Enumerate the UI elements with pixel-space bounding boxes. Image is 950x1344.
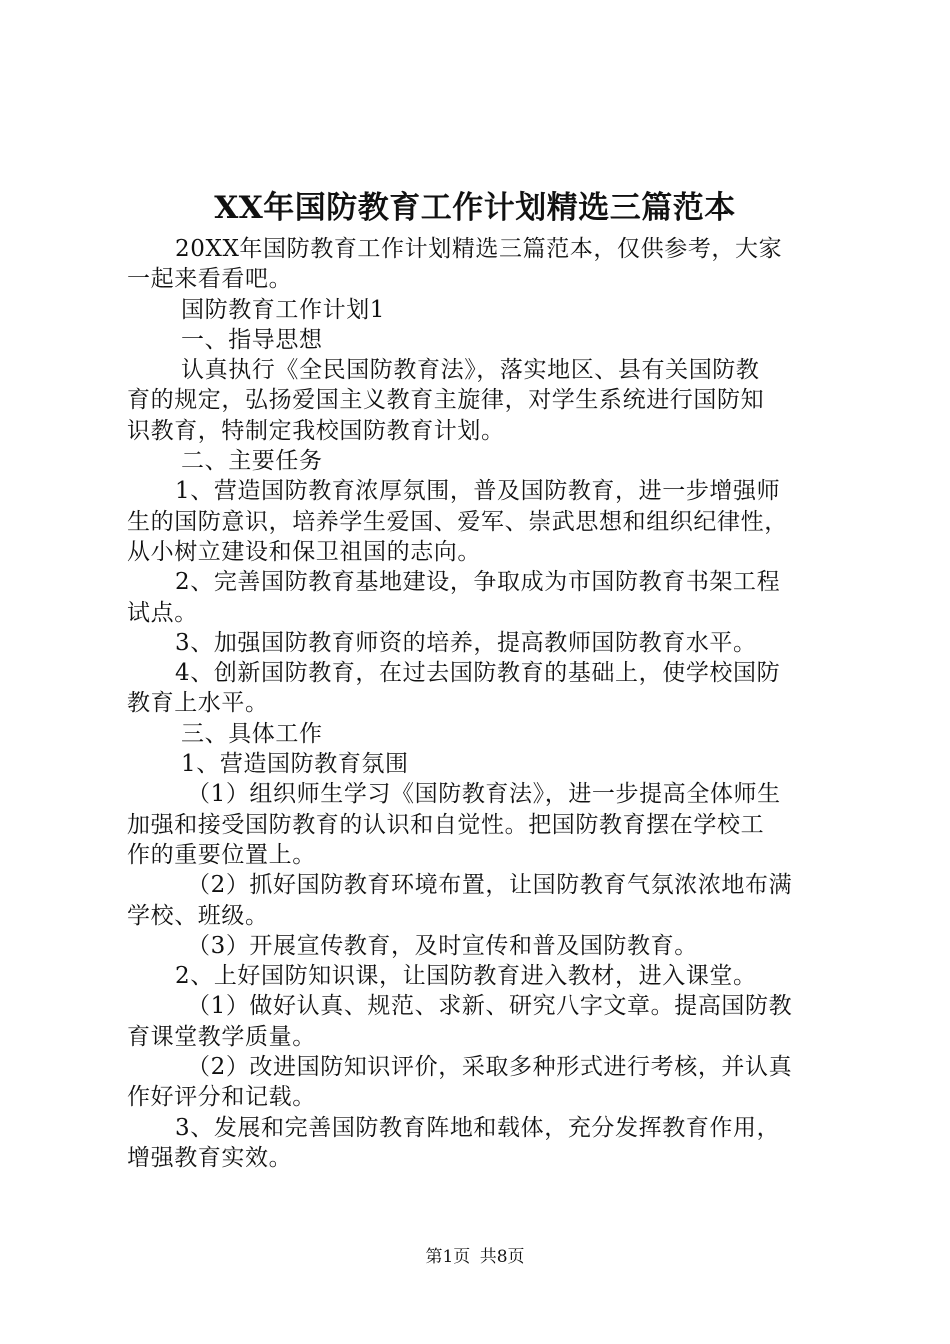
paragraph-line: （2）抓好国防教育环境布置，让国防教育气氛浓浓地布满: [187, 872, 793, 899]
page-total: 共8页: [479, 1247, 525, 1267]
subsection-heading: 2、上好国防知识课，让国防教育进入教材，进入课堂。: [175, 963, 757, 990]
paragraph-line: （3）开展宣传教育，及时宣传和普及国防教育。: [187, 932, 698, 959]
document-title: XX年国防教育工作计划精选三篇范本: [214, 190, 736, 226]
document-body: [127, 234, 837, 1173]
paragraph-line: （1）做好认真、规范、求新、研究八字文章。提高国防教: [187, 993, 793, 1020]
paragraph-line: 育的规定，弘扬爱国主义教育主旋律，对学生系统进行国防知: [127, 387, 765, 414]
paragraph-line: 作的重要位置上。: [127, 841, 316, 868]
paragraph-line: 生的国防意识，培养学生爱国、爱军、崇武思想和组织纪律性，: [127, 508, 788, 535]
paragraph-line: 一起来看看吧。: [127, 266, 293, 293]
paragraph-line: 3、加强国防教育师资的培养，提高教师国防教育水平。: [175, 629, 757, 656]
section-heading: 二、主要任务: [181, 448, 323, 475]
paragraph-line: 试点。: [127, 599, 198, 626]
paragraph-line: 从小树立建设和保卫祖国的志向。: [127, 538, 481, 565]
paragraph-line: （1）组织师生学习《国防教育法》，进一步提高全体师生: [187, 781, 781, 808]
section-heading: 三、具体工作: [181, 720, 323, 747]
paragraph-line: （2）改进国防知识评价，采取多种形式进行考核，并认真: [187, 1054, 793, 1081]
section-heading: 一、指导思想: [181, 326, 323, 353]
paragraph-line: 1、营造国防教育浓厚氛围，普及国防教育，进一步增强师: [175, 478, 781, 505]
page-number: 第1页: [425, 1247, 471, 1267]
page-footer: [0, 1245, 950, 1269]
paragraph-line: 4、创新国防教育，在过去国防教育的基础上，使学校国防: [175, 660, 781, 687]
paragraph-line: 2、完善国防教育基地建设，争取成为市国防教育书架工程: [175, 569, 781, 596]
subsection-heading: 3、发展和完善国防教育阵地和载体，充分发挥教育作用，: [175, 1114, 781, 1141]
paragraph-line: 加强和接受国防教育的认识和自觉性。把国防教育摆在学校工: [127, 811, 765, 838]
paragraph-line: 作好评分和记载。: [127, 1084, 316, 1111]
paragraph-line: 20XX年国防教育工作计划精选三篇范本，仅供参考，大家: [175, 236, 783, 262]
paragraph-line: 增强教育实效。: [127, 1144, 293, 1171]
paragraph-line: 育课堂教学质量。: [127, 1023, 316, 1050]
paragraph-line: 认真执行《全民国防教育法》，落实地区、县有关国防教: [181, 357, 760, 384]
section-heading: 国防教育工作计划1: [181, 296, 386, 323]
paragraph-line: 识教育，特制定我校国防教育计划。: [127, 417, 505, 444]
paragraph-line: 学校、班级。: [127, 902, 269, 929]
subsection-heading: 1、营造国防教育氛围: [181, 751, 409, 778]
paragraph-line: 教育上水平。: [127, 690, 269, 717]
